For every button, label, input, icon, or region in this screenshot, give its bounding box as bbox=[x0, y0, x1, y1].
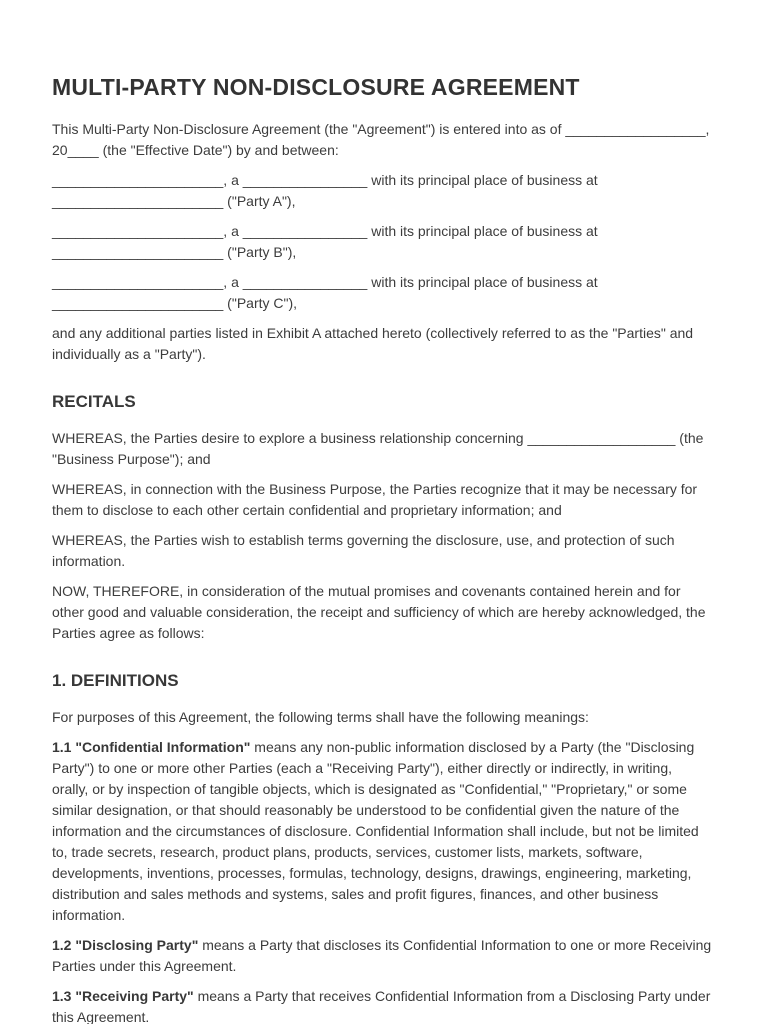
definition-text-1-1: means any non-public information disclosed by a Party (the "Disclosing Party") to one or more other Parties (each a "Receiving Party"), either directly or indirectly, in writing, orally, or by inspection of tangible objects, which is designated as "Confidential," "Proprietary," or some similar designation, or that should reasonably be understood to be confidential given the nature of the information and the circumstances of disclosure. Confidential Information shall include, but not be limited to, trade secrets, research, product plans, products, services, customer lists, markets, software, developments, inventions, processes, formulas, technology, designs, drawings, engineering, marketing, distribution and sales methods and systems, sales and profit figures, finances, and other business information. bbox=[52, 739, 699, 923]
intro-paragraph: This Multi-Party Non-Disclosure Agreement (the "Agreement") is entered into as of __________________, 20____ (the "Effective Date") by and between: bbox=[52, 121, 710, 158]
additional-parties-paragraph: and any additional parties listed in Exhibit A attached hereto (collectively referred to as the "Parties" and individually as a "Party"). bbox=[52, 325, 694, 362]
whereas-paragraph-3: WHEREAS, the Parties wish to establish terms governing the disclosure, use, and protection of such information. bbox=[52, 532, 675, 569]
definition-item-1-1 bbox=[52, 737, 712, 926]
recitals-heading: RECITALS bbox=[52, 392, 136, 411]
definition-item-1-2 bbox=[52, 935, 712, 977]
party-c-paragraph: ______________________, a ________________ with its principal place of business at ______________________ ("Party C"), bbox=[52, 274, 598, 311]
now-therefore-paragraph: NOW, THEREFORE, in consideration of the mutual promises and covenants contained herein and for other good and valuable consideration, the receipt and sufficiency of which are hereby acknowledged, the Parties agree as follows: bbox=[52, 583, 706, 641]
definition-term-1-2: 1.2 "Disclosing Party" bbox=[52, 937, 199, 953]
definition-item-1-3 bbox=[52, 986, 712, 1024]
definitions-heading: 1. DEFINITIONS bbox=[52, 671, 179, 690]
definitions-intro: For purposes of this Agreement, the following terms shall have the following meanings: bbox=[52, 709, 589, 725]
party-a-paragraph: ______________________, a ________________ with its principal place of business at ______________________ ("Party A"), bbox=[52, 172, 598, 209]
party-b-paragraph: ______________________, a ________________ with its principal place of business at ______________________ ("Party B"), bbox=[52, 223, 598, 260]
whereas-paragraph-2: WHEREAS, in connection with the Business Purpose, the Parties recognize that it may be necessary for them to disclose to each other certain confidential and proprietary information; and bbox=[52, 481, 698, 518]
definition-text-1-3: means a Party that receives Confidential Information from a Disclosing Party under this Agreement. bbox=[52, 988, 711, 1024]
definition-term-1-3: 1.3 "Receiving Party" bbox=[52, 988, 194, 1004]
definition-term-1-1: 1.1 "Confidential Information" bbox=[52, 739, 251, 755]
definition-text-1-2: means a Party that discloses its Confidential Information to one or more Receiving Parties under this Agreement. bbox=[52, 937, 712, 974]
whereas-paragraph-1: WHEREAS, the Parties desire to explore a business relationship concerning ___________________ (the "Business Purpose"); and bbox=[52, 430, 704, 467]
document-title: MULTI-PARTY NON-DISCLOSURE AGREEMENT bbox=[52, 74, 580, 100]
